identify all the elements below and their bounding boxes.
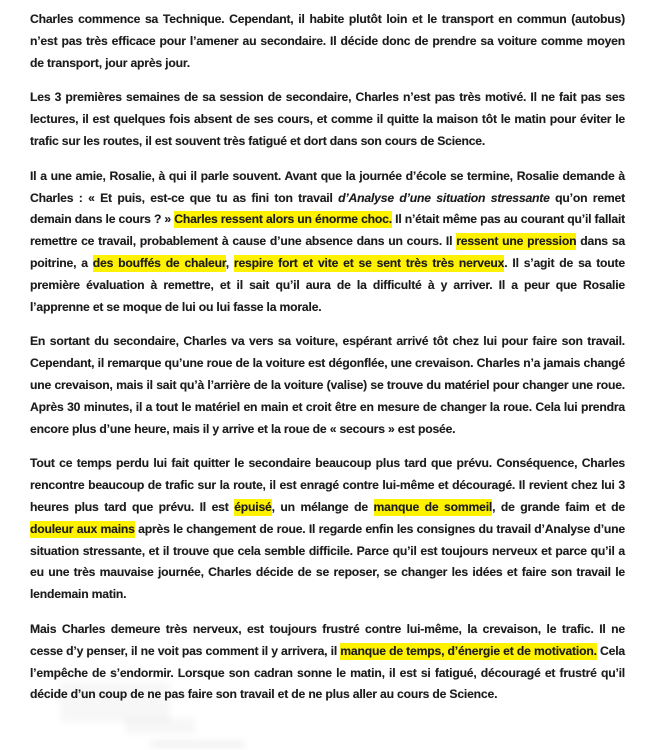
text-run: après le changement de roue. Il regarde enfin les consignes du travail d’Analyse d’une situation stressante, et il trouve que cela semble difficile. Parce qu’il est toujours nerveux et parce qu’il a eu une très mauvaise journée, Charles décide de se reposer, se changer les idées et faire son travail le lendemain matin. [30, 521, 625, 602]
highlighted-text: des bouffés de chaleur [92, 255, 226, 270]
text-run: Mais Charles demeure très nerveux, est toujours frustré contre lui-même, la crevaison, le trafic. Il ne cesse d’y penser, il ne voit pas comment il y arrivera, il [30, 621, 625, 658]
text-run: Tout ce temps perdu lui fait quitter le secondaire beaucoup plus tard que prévu. Conséquence, Charles rencontre beaucoup de trafic sur la route, il est enragé contre lui-même et découragé. Il revient chez lui 3 heures plus tard que prévu. Il est [30, 456, 625, 514]
highlighted-text: ressent une pression [456, 234, 577, 249]
highlighted-text: respire fort et vite et se sent très très nerveux [233, 255, 505, 270]
text-run: Il a une amie, Rosalie, à qui il parle souvent. Avant que la journée d’école se termine, Rosalie demande à Charles : « Et puis, est-ce que tu as fini ton travail [30, 168, 625, 205]
text-run: qu’on remet demain dans le cours ? » [30, 190, 625, 227]
text-run: d’Analyse d’une situation stressante [338, 190, 550, 205]
highlighted-text: douleur aux mains [30, 521, 135, 536]
paragraph [30, 9, 625, 74]
paragraph [30, 331, 625, 440]
scan-artifact [60, 682, 170, 722]
text-run: . Il s’agit de sa toute première évaluation à remettre, et il sait qu’il aura de la difficulté à y arriver. Il a peur que Rosalie l’apprenne et se moque de lui ou lui fasse la morale. [30, 255, 625, 314]
text-run: Il n’était même pas au courant qu’il fallait remettre ce travail, probablement à cause d’une absence dans un cours. Il [30, 212, 625, 249]
paragraph [30, 166, 625, 319]
text-run: Charles commence sa Technique. Cependant, il habite plutôt loin et le transport en commun (autobus) n’est pas très efficace pour l’amener au secondaire. Il décide donc de prendre sa voiture comme moyen de transport, jour après jour. [30, 12, 625, 70]
text-run: , de grande faim et de [492, 499, 625, 514]
text-run: dans sa poitrine, a [30, 234, 625, 270]
highlighted-text: épuisé [234, 499, 272, 514]
text-run: , [225, 255, 234, 270]
highlighted-text: Charles ressent alors un énorme choc. [174, 212, 392, 227]
paragraph [30, 87, 625, 152]
text-run: , un mélange de [271, 499, 374, 514]
highlighted-text: manque de temps, d’énergie et de motivation. [340, 643, 597, 658]
paragraph [30, 453, 625, 606]
scan-artifact [125, 718, 195, 734]
text-run: Cela l’empêche de s’endormir. Lorsque son cadran sonne le matin, il est si fatigué, découragé et frustré qu’il décide d’un coup de ne pas faire son travail et de ne plus aller au cours de Science. [30, 643, 625, 702]
scan-artifact [150, 740, 245, 748]
text-run: En sortant du secondaire, Charles va vers sa voiture, espérant arrivé tôt chez lui pour faire son travail. Cependant, il remarque qu’une roue de la voiture est dégonflée, une crevaison. Charles n’a jamais changé une crevaison, mais il sait qu’à l’arrière de la voiture (valise) se trouve du matériel pour changer une roue. Après 30 minutes, il a tout le matériel en main et croit être en mesure de changer la roue. Cela lui prendra encore plus d’une heure, mais il y arrive et la roue de « secours » est posée. [30, 334, 625, 436]
text-run: Les 3 premières semaines de sa session de secondaire, Charles n’est pas très motivé. Il ne fait pas ses lectures, il est quelques fois absent de ses cours, et comme il quitte la maison tôt le matin pour éviter le trafic sur les routes, il est souvent très fatigué et dort dans son cours de Science. [30, 90, 625, 148]
highlighted-text: manque de sommeil [373, 499, 493, 514]
